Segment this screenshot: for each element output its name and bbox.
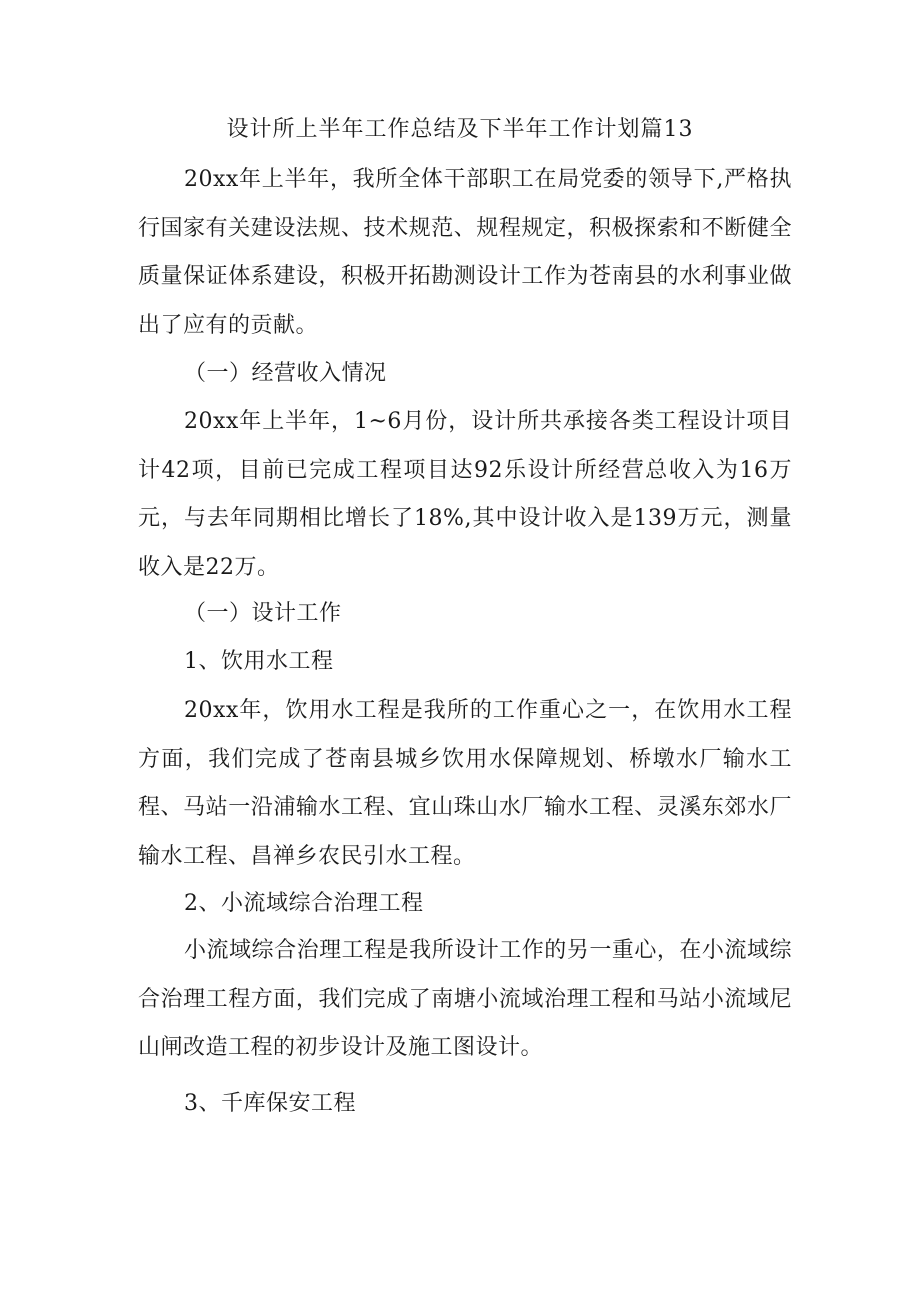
drinking-water-paragraph: 20xx年，饮用水工程是我所的工作重心之一，在饮用水工程方面，我们完成了苍南县城乡饮用水保障规划、桥墩水厂输水工程、马站一沿浦输水工程、宜山珠山水厂输水工程、灵溪东郊水厂输水工程、昌禅乡农民引水工程。: [138, 698, 792, 869]
item-heading-watershed: 2、小流域综合治理工程: [184, 891, 424, 916]
document-title: 设计所上半年工作总结及下半年工作计划篇13: [226, 117, 694, 142]
revenue-paragraph: 20xx年上半年，1~6月份，设计所共承接各类工程设计项目计42项，目前已完成工程项目达92乐设计所经营总收入为16万元，与去年同期相比增长了18%,其中设计收入是139万元，测量收入是22万。: [138, 409, 792, 580]
section-heading-design-work: （一）设计工作: [184, 601, 342, 626]
intro-paragraph: 20xx年上半年，我所全体干部职工在局党委的领导下,严格执行国家有关建设法规、技术规范、规程规定，积极探索和不断健全质量保证体系建设，积极开拓勘测设计工作为苍南县的水利事业做出了应有的贡献。: [138, 167, 792, 338]
item-heading-drinking-water: 1、饮用水工程: [184, 649, 334, 674]
item-heading-reservoir-safety: 3、千库保安工程: [184, 1091, 356, 1116]
watershed-paragraph: 小流域综合治理工程是我所设计工作的另一重心，在小流域综合治理工程方面，我们完成了南塘小流域治理工程和马站小流域尼山闸改造工程的初步设计及施工图设计。: [138, 938, 792, 1060]
section-heading-revenue: （一）经营收入情况: [184, 361, 387, 386]
